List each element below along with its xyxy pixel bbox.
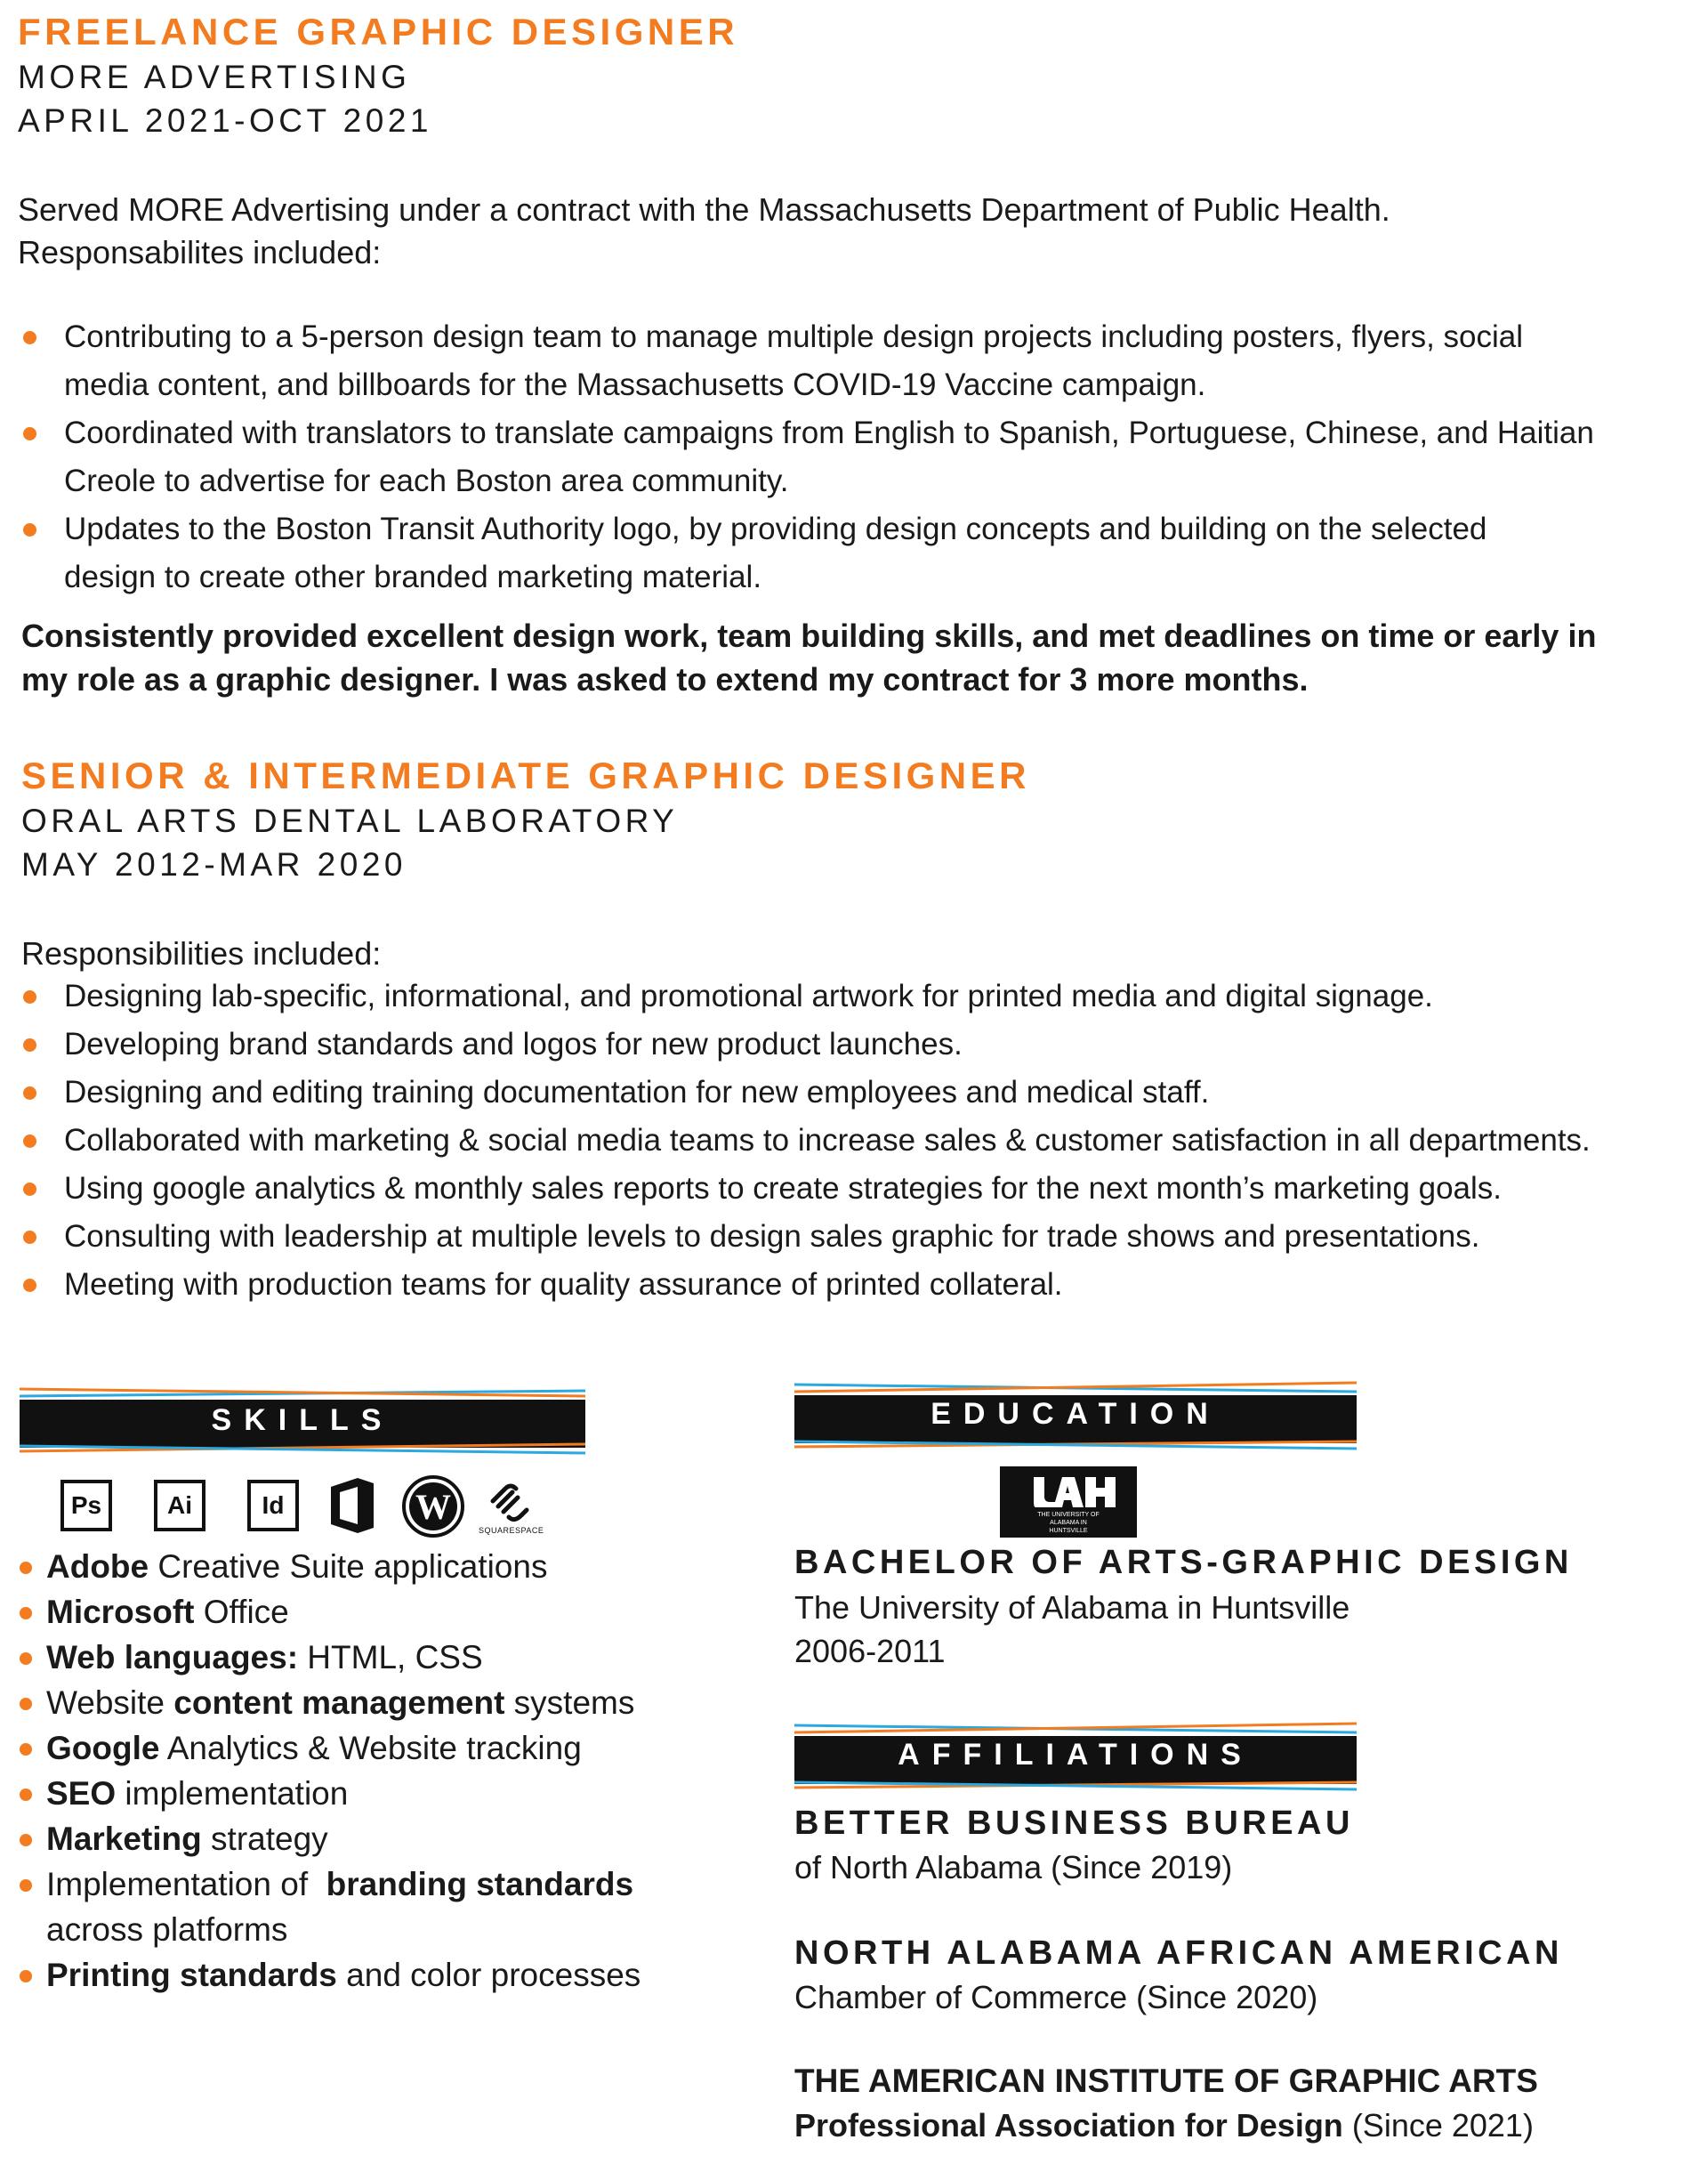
bullet-dot-icon bbox=[23, 990, 36, 1004]
affiliation-name: BETTER BUSINESS BUREAU bbox=[794, 1805, 1354, 1842]
bullet-line: Contributing to a 5-person design team to manage multiple design projects including posters, flyers, social bbox=[64, 319, 1524, 354]
bullet-dot-icon bbox=[23, 1038, 36, 1052]
wordpress-icon bbox=[401, 1474, 465, 1538]
skill-text: systems bbox=[504, 1684, 635, 1721]
bullet-dot-icon bbox=[20, 1652, 32, 1665]
affiliation-detail-rest: (Since 2021) bbox=[1342, 2107, 1534, 2144]
bullet-dot-icon bbox=[20, 1607, 32, 1619]
list-item bbox=[18, 1261, 1591, 1309]
bullet-dot-icon bbox=[20, 1562, 32, 1574]
skill-text: strategy bbox=[201, 1821, 328, 1857]
affiliations-banner bbox=[794, 1722, 1357, 1793]
squarespace-icon bbox=[482, 1478, 537, 1526]
job2-dates: MAY 2012-MAR 2020 bbox=[21, 846, 407, 883]
bullet-dot-icon bbox=[20, 1788, 32, 1801]
indesign-icon: Id bbox=[247, 1480, 299, 1531]
job1-intro bbox=[18, 189, 1390, 274]
skill-text: Analytics & Website tracking bbox=[159, 1730, 582, 1766]
logo-text: THE UNIVERSITY OF ALABAMA IN HUNTSVILLE bbox=[1037, 1512, 1100, 1534]
bullet-text: Using google analytics & monthly sales reports to create strategies for the next month’s marketing goals. bbox=[64, 1171, 1502, 1206]
bullet-dot-icon bbox=[23, 1134, 36, 1148]
skill-bold: Google bbox=[46, 1730, 160, 1766]
skill-text: and color processes bbox=[336, 1957, 641, 1993]
skills-list bbox=[18, 1544, 640, 1998]
list-item bbox=[18, 313, 1594, 409]
skill-bold: Marketing bbox=[46, 1821, 202, 1857]
list-item bbox=[18, 1589, 640, 1635]
bullet-dot-icon bbox=[20, 1743, 32, 1756]
job1-intro-line2: Responsabilites included: bbox=[18, 234, 382, 270]
skill-text: Website bbox=[46, 1684, 174, 1721]
list-item bbox=[18, 1816, 640, 1861]
skill-text: HTML, CSS bbox=[298, 1639, 483, 1675]
bullet-text: Designing and editing training documentation for new employees and medical staff. bbox=[64, 1075, 1210, 1110]
affiliation-detail bbox=[794, 2107, 1534, 2144]
skills-heading: SKILLS bbox=[211, 1403, 394, 1437]
job1-dates: APRIL 2021-OCT 2021 bbox=[18, 102, 432, 139]
job2-company: ORAL ARTS DENTAL LABORATORY bbox=[21, 803, 679, 839]
list-item bbox=[18, 1861, 640, 1952]
bullet-dot-icon bbox=[23, 1183, 36, 1196]
affiliation-detail: Chamber of Commerce (Since 2020) bbox=[794, 1979, 1318, 2015]
list-item bbox=[18, 1544, 640, 1589]
job1-summary bbox=[21, 614, 1658, 701]
job2-title: SENIOR & INTERMEDIATE GRAPHIC DESIGNER bbox=[21, 755, 1030, 796]
bullet-dot-icon bbox=[20, 1879, 32, 1892]
bullet-line: Creole to advertise for each Boston area community. bbox=[64, 464, 789, 498]
list-item bbox=[18, 1952, 640, 1998]
job1-summary-line1: Consistently provided excellent design work, team building skills, and met deadlines on time or early in bbox=[21, 618, 1597, 654]
job1-title: FREELANCE GRAPHIC DESIGNER bbox=[18, 11, 739, 52]
job1-company: MORE ADVERTISING bbox=[18, 59, 411, 95]
list-item bbox=[18, 1213, 1591, 1261]
list-item bbox=[18, 409, 1594, 505]
job2-intro: Responsibilities included: bbox=[21, 935, 382, 972]
job2-bullets bbox=[18, 973, 1591, 1309]
list-item bbox=[18, 1021, 1591, 1069]
skill-text: Creative Suite applications bbox=[149, 1548, 548, 1585]
bullet-dot-icon bbox=[23, 331, 36, 344]
bullet-text: Meeting with production teams for quality assurance of printed collateral. bbox=[64, 1267, 1063, 1302]
skill-bold: Microsoft bbox=[46, 1594, 195, 1630]
university-logo bbox=[1000, 1466, 1137, 1538]
affiliation-name: THE AMERICAN INSTITUTE OF GRAPHIC ARTS bbox=[794, 2063, 1538, 2099]
bullet-text: Designing lab-specific, informational, and promotional artwork for printed media and digital signage. bbox=[64, 979, 1433, 1013]
job1-intro-line1: Served MORE Advertising under a contract with the Massachusetts Department of Public Health. bbox=[18, 191, 1390, 228]
bullet-line: design to create other branded marketing material. bbox=[64, 560, 762, 594]
svg-text:W: W bbox=[415, 1487, 451, 1527]
education-heading: EDUCATION bbox=[931, 1397, 1221, 1431]
affiliation-detail-bold: Professional Association for Design bbox=[794, 2107, 1343, 2144]
list-item bbox=[18, 1725, 640, 1771]
bullet-dot-icon bbox=[20, 1698, 32, 1710]
bullet-line: Coordinated with translators to translate campaigns from English to Spanish, Portuguese, Chinese, and Haitian bbox=[64, 416, 1594, 450]
affiliation-detail: of North Alabama (Since 2019) bbox=[794, 1849, 1233, 1885]
bullet-line: Updates to the Boston Transit Authority logo, by providing design concepts and building on the selected bbox=[64, 512, 1487, 546]
bullet-dot-icon bbox=[23, 1279, 36, 1292]
affiliations-heading: AFFILIATIONS bbox=[898, 1738, 1253, 1772]
bullet-text: Developing brand standards and logos for new product launches. bbox=[64, 1027, 963, 1062]
education-years: 2006-2011 bbox=[794, 1633, 946, 1669]
squarespace-label: SQUARESPACE bbox=[479, 1526, 544, 1535]
list-item bbox=[18, 1165, 1591, 1213]
skill-text: Implementation of bbox=[46, 1866, 326, 1902]
skill-bold: SEO bbox=[46, 1775, 117, 1812]
skill-bold: Adobe bbox=[46, 1548, 149, 1585]
skills-banner bbox=[20, 1384, 585, 1455]
skill-text: implementation bbox=[116, 1775, 349, 1812]
office-icon bbox=[327, 1476, 377, 1535]
bullet-dot-icon bbox=[23, 1086, 36, 1100]
list-item bbox=[18, 505, 1594, 602]
list-item bbox=[18, 1069, 1591, 1117]
education-banner bbox=[794, 1381, 1357, 1452]
bullet-dot-icon bbox=[23, 1231, 36, 1244]
skill-text: Office bbox=[194, 1594, 289, 1630]
list-item bbox=[18, 1117, 1591, 1165]
bullet-dot-icon bbox=[23, 427, 36, 440]
job1-bullets bbox=[18, 313, 1594, 602]
skill-bold: branding standards bbox=[326, 1866, 634, 1902]
skill-bold: Printing standards bbox=[46, 1957, 337, 1993]
education-degree: BACHELOR OF ARTS-GRAPHIC DESIGN bbox=[794, 1544, 1573, 1581]
list-item bbox=[18, 973, 1591, 1021]
job1-summary-line2: my role as a graphic designer. I was asked to extend my contract for 3 more months. bbox=[21, 661, 1309, 698]
bullet-text: Collaborated with marketing & social media teams to increase sales & customer satisfaction in all departments. bbox=[64, 1123, 1591, 1158]
skill-bold: content management bbox=[173, 1684, 505, 1721]
list-item bbox=[18, 1680, 640, 1725]
bullet-dot-icon bbox=[20, 1834, 32, 1846]
list-item bbox=[18, 1635, 640, 1680]
skill-text: across platforms bbox=[46, 1911, 288, 1948]
skill-bold: Web languages: bbox=[46, 1639, 299, 1675]
list-item bbox=[18, 1771, 640, 1816]
bullet-text: Consulting with leadership at multiple levels to design sales graphic for trade shows and presentations. bbox=[64, 1219, 1480, 1254]
illustrator-icon: Ai bbox=[154, 1480, 205, 1531]
bullet-dot-icon bbox=[20, 1970, 32, 1982]
photoshop-icon: Ps bbox=[60, 1480, 112, 1531]
bullet-line: media content, and billboards for the Massachusetts COVID-19 Vaccine campaign. bbox=[64, 367, 1206, 402]
education-school: The University of Alabama in Huntsville bbox=[794, 1589, 1350, 1626]
bullet-dot-icon bbox=[23, 523, 36, 537]
affiliation-name: NORTH ALABAMA AFRICAN AMERICAN bbox=[794, 1934, 1563, 1972]
